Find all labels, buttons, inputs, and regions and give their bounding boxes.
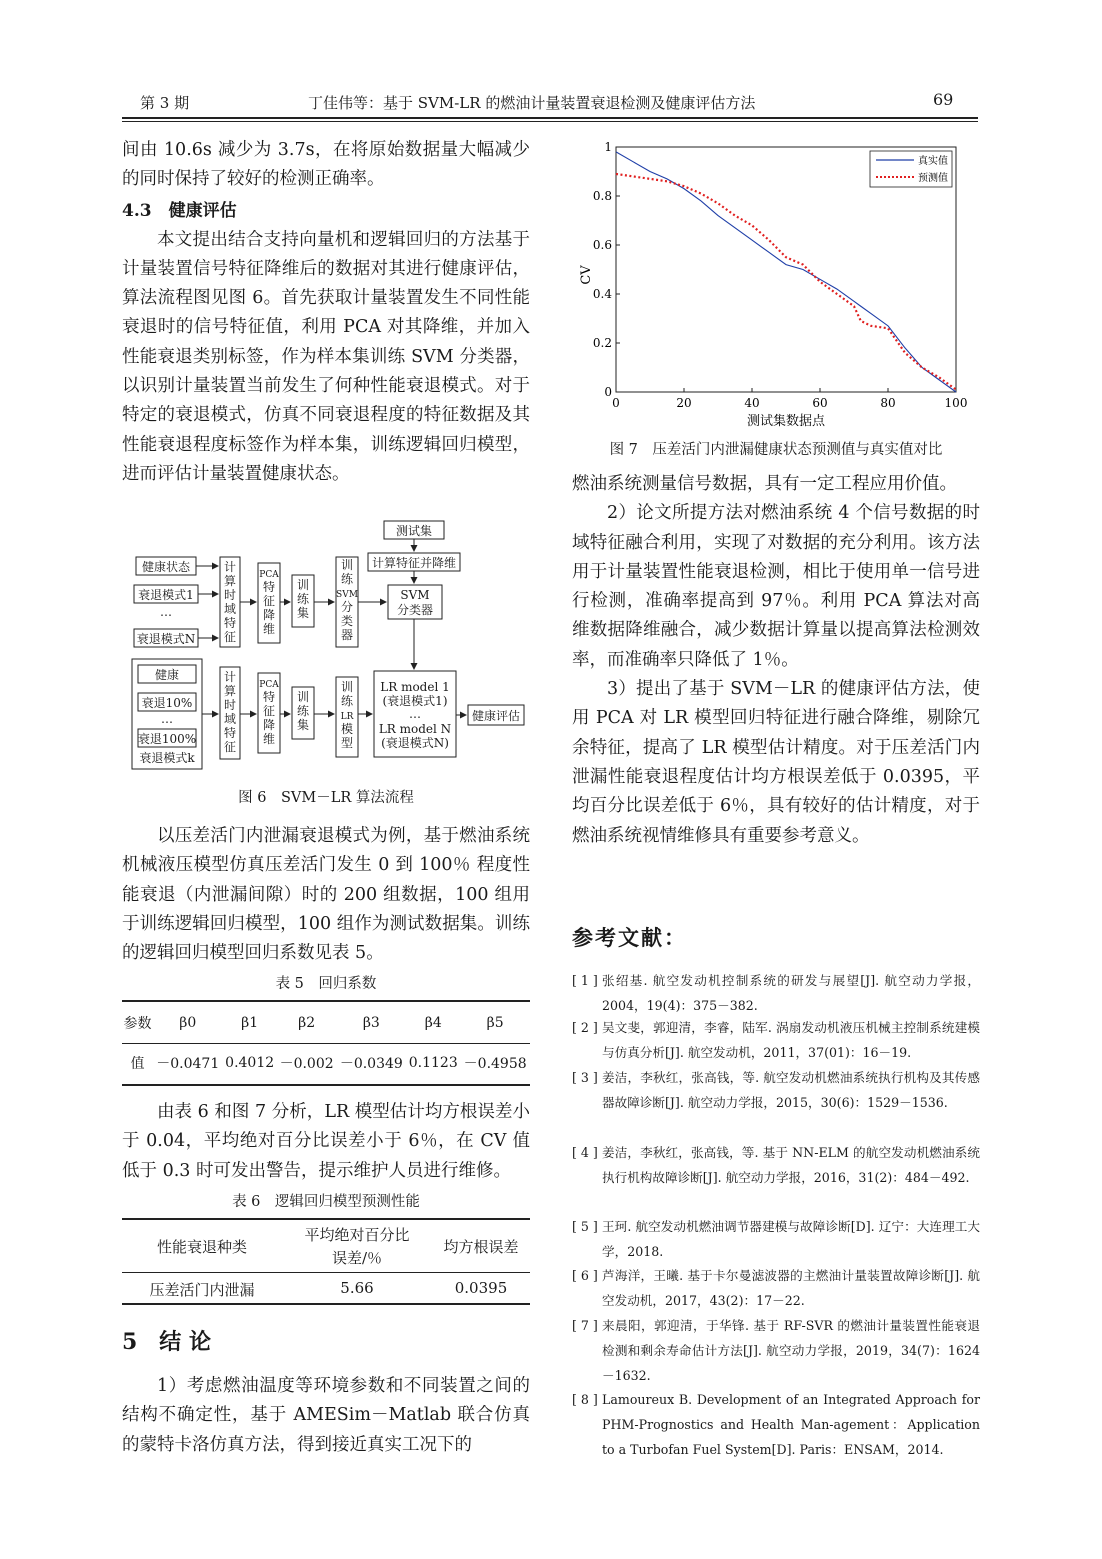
t5-h0: 参数 xyxy=(123,1016,152,1032)
table6-mid-rule xyxy=(122,1272,530,1273)
table6-bottom-rule xyxy=(122,1303,530,1305)
x-tick-label: 0 xyxy=(612,396,620,410)
x-tick-label: 60 xyxy=(812,396,828,410)
t6-h2b: 误差/％ xyxy=(331,1249,383,1267)
reference-item xyxy=(572,1140,980,1190)
reference-text: 姜洁，李秋红，张高钱，等. 航空发动机燃油系统执行机构及其传感器故障诊断[J]. 航空动力学报，2015，30(6)：1529－1536. xyxy=(602,1070,980,1110)
fig6-lrN: LR model N xyxy=(378,722,452,736)
legend-label-pred: 预测值 xyxy=(918,173,948,184)
reference-text: 来晨阳，郭迎清，于华锋. 基于 RF-SVR 的燃油计量装置性能衰退检测和剩余寿命估计方法[J]. 航空动力学报，2019，34(7)：1624－1632. xyxy=(602,1318,980,1383)
reference-number: [ 7 ] xyxy=(572,1318,598,1333)
fig6-mode-k: 衰退模式k xyxy=(139,751,195,765)
x-tick-label: 80 xyxy=(880,396,896,410)
paragraph: 以压差活门内泄漏衰退模式为例，基于燃油系统机械液压模型仿真压差活门发生 0 到 100％ 程度性能衰退（内泄漏间隙）时的 200 组数据，100 组用于训练逻辑回归模型，100 组作为测试数据集。训练的逻辑回归模型回归系数见表 5。 xyxy=(122,826,530,964)
t5-c1: －0.0471 xyxy=(156,1056,220,1072)
table6-top-rule xyxy=(122,1218,530,1220)
t5-c6: －0.4958 xyxy=(463,1056,527,1072)
table5-bottom-rule xyxy=(122,1084,530,1086)
t5-h1: β0 xyxy=(179,1015,197,1031)
reference-number: [ 2 ] xyxy=(572,1020,598,1035)
t5-h2: β1 xyxy=(241,1015,259,1031)
y-tick-label: 0.8 xyxy=(592,189,612,203)
fig6-box-d100: 衰退100% xyxy=(137,732,197,746)
x-tick-label: 100 xyxy=(944,396,968,410)
t6-r3: 0.0395 xyxy=(454,1279,508,1297)
reference-text: 张绍基. 航空发动机控制系统的研发与展望[J]. 航空动力学报，2004，19(4)：375－382. xyxy=(602,973,980,1013)
reference-text: 吴文斐，郭迎清，李睿，陆军. 涡扇发动机液压机械主控制系统建模与仿真分析[J]. 航空发动机，2011，37(01)：16－19. xyxy=(602,1020,980,1060)
right-column xyxy=(572,470,980,851)
fig6-dots-2: … xyxy=(161,712,173,726)
t5-c3: －0.002 xyxy=(279,1056,334,1072)
paragraph: 由表 6 和图 7 分析，LR 模型估计均方根误差小于 0.04，平均绝对百分比误差小于 6％，在 CV 值低于 0.3 时可发出警告，提示维护人员进行维修。 xyxy=(122,1102,530,1181)
reference-item xyxy=(572,1214,980,1264)
series-line-pred xyxy=(616,174,956,390)
table5 xyxy=(122,1004,530,1084)
table5-top-rule xyxy=(122,1000,530,1002)
fig6-train-lr: 训练 LR 模型 xyxy=(340,680,354,750)
fig6-calc-reduce: 计算特征并降维 xyxy=(371,556,457,570)
fig6-lr1: LR model 1 xyxy=(380,680,450,694)
legend-label-true: 真实值 xyxy=(918,156,948,167)
paragraph: 燃油系统测量信号数据，具有一定工程应用价值。 xyxy=(572,474,957,494)
y-tick-label: 0 xyxy=(604,385,612,399)
x-axis-label: 测试集数据点 xyxy=(746,414,826,429)
left-column-4 xyxy=(122,1372,530,1460)
paragraph: 2）论文所提方法对燃油系统 4 个信号数据的时域特征融合利用，实现了对数据的充分利用。该方法用于计量装置性能衰退检测，相比于使用单一信号进行检测，准确率提高到 97％。利用 PCA 算法对高维数据降维融合，减少数据计算量以提高算法检测效率，而准确率只降低了 1％。 xyxy=(572,503,980,670)
fig6-test-set: 测试集 xyxy=(395,524,433,538)
t5-c5: 0.1123 xyxy=(408,1055,458,1071)
y-tick-label: 1 xyxy=(604,140,612,154)
t6-h3: 均方根误差 xyxy=(443,1238,519,1256)
fig6-calc-feat: 计算时域特征 xyxy=(223,560,237,644)
section-heading-5: 5 结 论 xyxy=(122,1329,211,1355)
references-title: 参考文献： xyxy=(572,925,687,950)
fig6-dots-3: … xyxy=(409,707,421,721)
t6-h2a: 平均绝对百分比 xyxy=(304,1226,410,1244)
fig6-flowchart xyxy=(122,515,532,777)
reference-item xyxy=(572,1387,980,1462)
paragraph: 3）提出了基于 SVM－LR 的健康评估方法，使用 PCA 对 LR 模型回归特征进行融合降维，剔除冗余特征，提高了 LR 模型估计精度。对于压差活门内泄漏性能衰退程度估计均方根误差低于 0.0395，平均百分比误差低于 6％，具有较好的估计精度，对于燃油系统视情维修具有重要参考意义。 xyxy=(572,679,980,846)
reference-number: [ 8 ] xyxy=(572,1392,598,1407)
x-tick-label: 40 xyxy=(744,396,760,410)
fig6-lr1-sub: (衰退模式1) xyxy=(382,694,448,708)
left-column xyxy=(122,136,530,489)
left-column-2 xyxy=(122,822,530,968)
t6-r2: 5.66 xyxy=(340,1279,374,1297)
t5-h3: β2 xyxy=(298,1015,316,1031)
fig6-box-mode1: 衰退模式1 xyxy=(138,588,194,602)
reference-item xyxy=(572,1015,980,1065)
fig6-pca-dim-2: PCA 特征降维 xyxy=(259,680,279,746)
reference-number: [ 4 ] xyxy=(572,1145,598,1160)
series-line-true xyxy=(616,152,956,392)
t6-r1: 压差活门内泄漏 xyxy=(149,1281,255,1299)
fig6-box-healthy: 健康 xyxy=(154,668,180,682)
x-tick-label: 20 xyxy=(676,396,692,410)
fig6-box-modeN: 衰退模式N xyxy=(136,632,196,646)
fig6-box-d10: 衰退10% xyxy=(141,696,193,710)
header-rule xyxy=(122,117,978,119)
t5-c0: 值 xyxy=(130,1056,145,1072)
paragraph: 本文提出结合支持向量机和逻辑回归的方法基于计量装置信号特征降维后的数据对其进行健康评估，算法流程图见图 6。首先获取计量装置发生不同性能衰退时的信号特征值，利用 PCA 对其降维，并加入性能衰退类别标签，作为样本集训练 SVM 分类器，以识别计量装置当前发生了何种性能衰退模式。对于特定的衰退模式，仿真不同衰退程度的特征数据及其性能衰退程度标签作为样本集，训练逻辑回归模型，进而评估计量装置健康状态。 xyxy=(122,229,530,484)
reference-number: [ 1 ] xyxy=(572,973,598,988)
reference-item xyxy=(572,1065,980,1115)
reference-item xyxy=(572,968,980,1018)
t6-h1: 性能衰退种类 xyxy=(156,1238,247,1256)
paragraph: 1）考虑燃油温度等环境参数和不同装置之间的结构不确定性，基于 AMESim－Matlab 联合仿真的蒙特卡洛仿真方法，得到接近真实工况下的 xyxy=(122,1376,530,1455)
reference-text: Lamoureux B. Development of an Integrated Approach for PHM-Prognostics and Health Man-agement：Application to a Turbofan Fuel System[D]. Paris：ENSAM，2014. xyxy=(602,1392,980,1457)
fig6-dots: … xyxy=(160,605,172,619)
header-rule-thin xyxy=(122,121,978,122)
y-axis-label: CV xyxy=(579,265,594,285)
page-number: 69 xyxy=(933,90,954,109)
fig6-health-eval: 健康评估 xyxy=(471,709,521,723)
t5-c4: －0.0349 xyxy=(339,1056,403,1072)
t5-h4: β3 xyxy=(362,1015,380,1031)
section-heading-4-3: 4.3 健康评估 xyxy=(122,200,237,221)
fig6-box-health-state: 健康状态 xyxy=(141,560,191,574)
y-tick-label: 0.2 xyxy=(592,336,612,350)
reference-item xyxy=(572,1313,980,1388)
t5-c2: 0.4012 xyxy=(225,1055,275,1071)
reference-text: 王珂. 航空发动机燃油调节器建模与故障诊断[D]. 辽宁：大连理工大学，2018. xyxy=(602,1219,980,1259)
header-title: 丁佳伟等：基于 SVM-LR 的燃油计量装置衰退检测及健康评估方法 xyxy=(308,94,756,112)
paragraph: 间由 10.6s 减少为 3.7s，在将原始数据量大幅减少的同时保持了较好的检测正确率。 xyxy=(122,140,530,190)
fig6-pca-dim: PCA 特征降维 xyxy=(259,570,279,636)
fig6-lrN-sub: (衰退模式N) xyxy=(381,736,449,750)
fig6-svm-sub: 分类器 xyxy=(396,603,434,617)
reference-text: 芦海洋，王曦. 基于卡尔曼滤波器的主燃油计量装置故障诊断[J]. 航空发动机，2017，43(2)：17－22. xyxy=(602,1268,980,1308)
y-tick-label: 0.4 xyxy=(592,287,612,301)
reference-number: [ 3 ] xyxy=(572,1070,598,1085)
reference-item xyxy=(572,1263,980,1313)
y-tick-label: 0.6 xyxy=(592,238,612,252)
table6-caption: 表 6 逻辑回归模型预测性能 xyxy=(232,1194,420,1210)
fig6-train-svm: 训练 SVM 分类器 xyxy=(336,558,358,642)
fig7-caption: 图 7 压差活门内泄漏健康状态预测值与真实值对比 xyxy=(609,442,943,458)
fig6-svm-title: SVM xyxy=(400,588,430,602)
reference-text: 姜洁，李秋红，张高钱，等. 基于 NN-ELM 的航空发动机燃油系统执行机构故障诊断[J]. 航空动力学报，2016，31(2)：484－492. xyxy=(602,1145,980,1185)
fig6-train-set-2: 训练集 xyxy=(296,690,310,732)
fig6-calc-feat-2: 计算时域特征 xyxy=(223,670,237,754)
t5-h5: β4 xyxy=(424,1015,442,1031)
reference-number: [ 5 ] xyxy=(572,1219,598,1234)
fig6-train-set: 训练集 xyxy=(296,578,310,620)
header-issue: 第 3 期 xyxy=(140,94,190,112)
table5-caption: 表 5 回归系数 xyxy=(275,976,377,992)
fig6-caption: 图 6 SVM－LR 算法流程 xyxy=(238,790,414,806)
fig7-chart xyxy=(572,135,980,431)
t5-h6: β5 xyxy=(486,1015,504,1031)
left-column-3 xyxy=(122,1098,530,1186)
reference-number: [ 6 ] xyxy=(572,1268,598,1283)
